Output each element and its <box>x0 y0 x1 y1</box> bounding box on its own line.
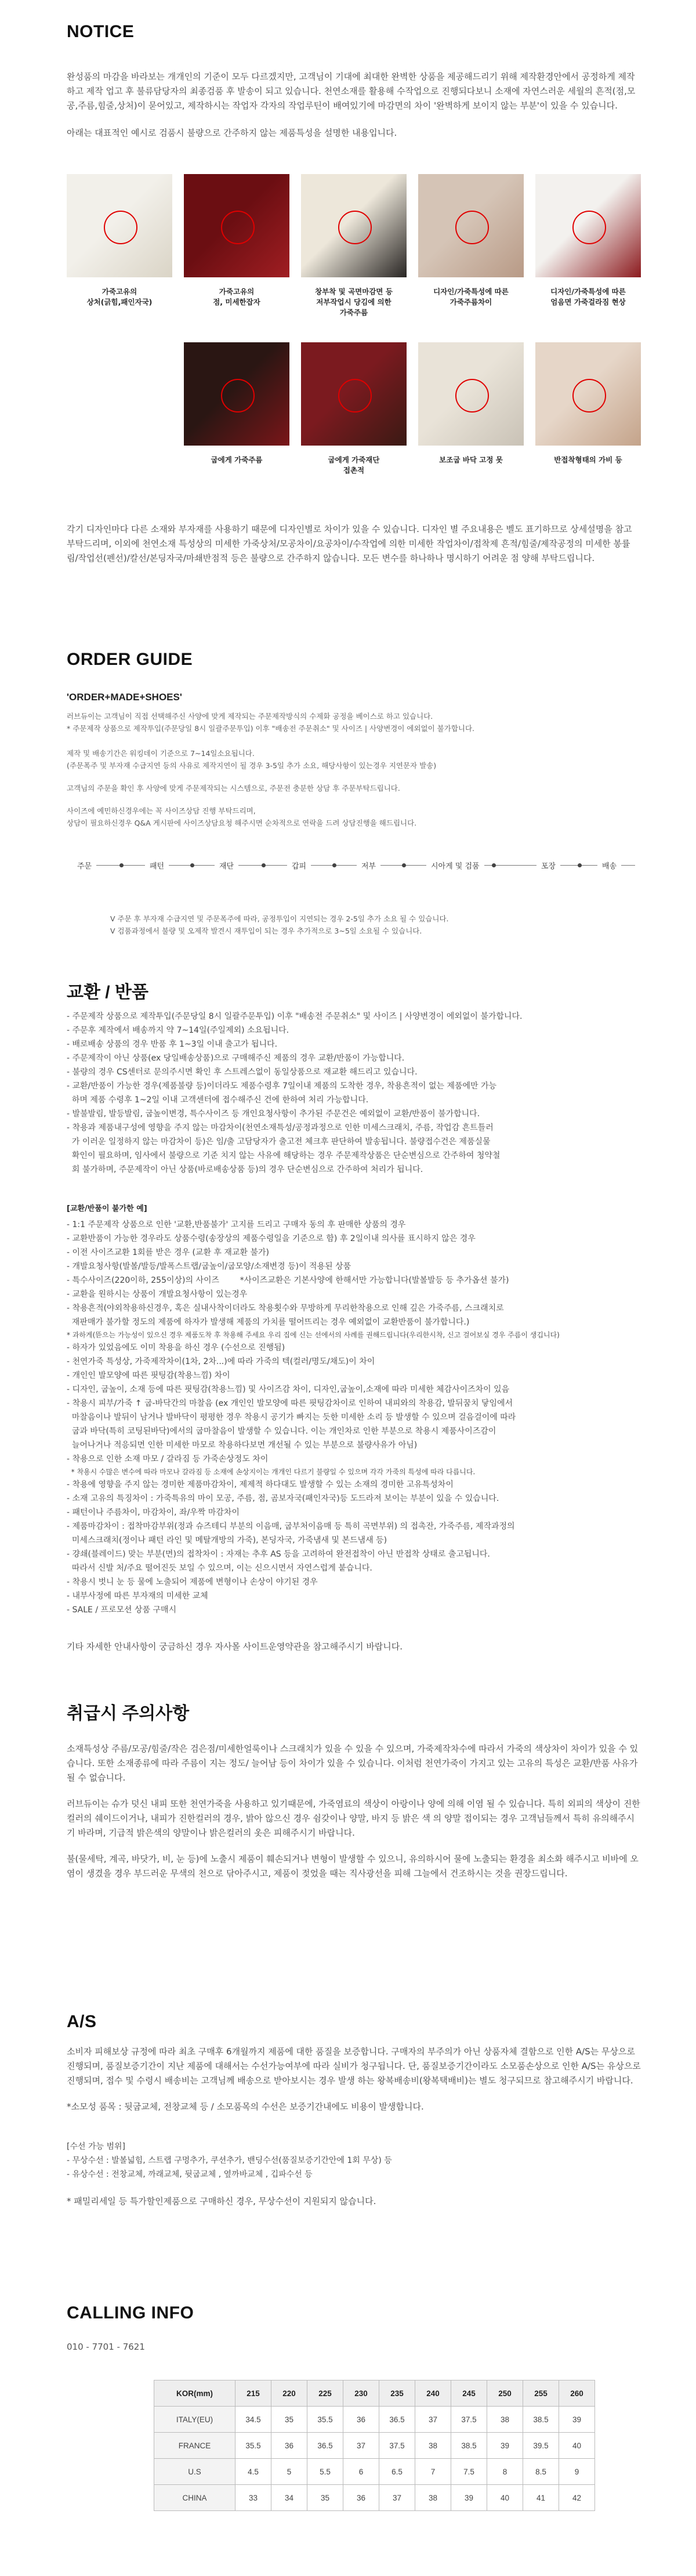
process-dot <box>578 863 582 867</box>
list-item: - 불량의 경우 CS센터로 문의주시면 확인 후 스트레스없이 동일상품으로 재교환 해드리고 있습니다. <box>67 1068 418 1077</box>
notice-outro-block <box>67 522 641 568</box>
size-cell: 41 <box>523 2485 559 2511</box>
list-item: - 교환을 원하시는 상품이 개발요청사항이 있는경우 <box>67 1290 248 1299</box>
size-row <box>154 2407 595 2433</box>
photo-card <box>184 342 289 465</box>
as-p2: *소모성 품목 : 뒷굽교체, 전창교체 등 / 소모품목의 수선은 보증기간내에도 비용이 발생합니다. <box>67 2101 424 2112</box>
refund-box-list <box>67 1218 641 1617</box>
highlight-circle <box>338 211 372 244</box>
as-section <box>67 2012 641 2032</box>
list-item: - 착용흔적(야외착용하신경우, 혹은 실내사착이더라도 착용횟수와 무방하게 무리한착용으로 인해 깊은 가죽주름, 스크래치로 <box>67 1304 504 1313</box>
highlight-circle <box>572 211 606 244</box>
order-p1: 러브듀이는 고객님이 직접 선택해주신 사양에 맞게 제작되는 주문제작방식의 수제화 공정을 베이스로 하고 있습니다. <box>67 712 433 721</box>
size-cell: 8.5 <box>523 2459 559 2485</box>
order-title: ORDER GUIDE <box>67 650 193 669</box>
process-dot <box>262 863 266 867</box>
list-item: - 걍쇄(블레이드) 맞는 부분(면)의 접착차이 : 자재는 추후 AS 등을 고려하여 완전접착이 아닌 반접착 상태로 출고됩니다. <box>67 1550 490 1559</box>
calling-body <box>67 2342 641 2352</box>
list-item: - 착용과 제품내구성에 영향을 주지 않는 마감차이(천연소재특성/공정과정으로 인한 미세스크래치, 주름, 작업감 흔트틀러 <box>67 1123 494 1133</box>
photo-card <box>535 174 641 307</box>
size-cell: 36 <box>343 2485 379 2511</box>
photo-caption: 보조굽 바닥 고정 못 <box>439 455 503 464</box>
photo-image <box>418 342 524 446</box>
size-header-cell: 240 <box>415 2380 451 2407</box>
notice-intro: 완성품의 마감을 바라보는 개개인의 기준이 모두 다르겠지만, 고객님이 기대에 최대한 완벽한 상품을 제공해드리기 위해 제작환경안에서 공정하게 제작하고 제작 업고 후 불류담당자의 최종검품 후 발송이 되고 있습니다. 천연소재를 활용해 수작업으로 진행되다보니 소재에 자연스러운 세월의 흔적(점,모공,주름,힘줄,상처)이 묻어있고, 제작하시는 작업자 각자의 작업루틴이 배여있기에 마감면의 차이 '완벽하게 보이지 않는 부분'이 있을 수 있습니다. <box>67 71 636 111</box>
size-cell: 35 <box>271 2407 307 2433</box>
refund-outro: 기타 자세한 안내사항이 궁금하신 경우 자사몰 사이트운영약관을 참고해주시기 바랍니다. <box>67 1641 403 1652</box>
order-section <box>67 650 641 670</box>
as-paid: - 유상수선 : 전창교체, 까래교체, 뒷굽교체 , 옆까바교체 , 깁파수선 등 <box>67 2170 313 2179</box>
order-p2b: (주문폭주 및 부자재 수급지연 등의 사유로 제작지연이 될 경우 3-5일 추가 소요, 해당사항이 있는경우 지연문자 발송) <box>67 761 437 770</box>
list-item: - 배로배송 상품의 경우 반품 후 1~3일 이내 출고가 됩니다. <box>67 1040 278 1049</box>
process-step: 시아게 및 검품 <box>426 860 484 871</box>
size-row-label: ITALY(EU) <box>154 2407 235 2433</box>
refund-list <box>67 1023 641 1177</box>
list-item: - SALE / 프로모션 상품 구매시 <box>67 1605 177 1615</box>
photo-card <box>67 174 172 307</box>
size-header-cell: 215 <box>235 2380 271 2407</box>
as-p1: 소비자 피해보상 규정에 따라 최초 구매후 6개월까지 제품에 대한 품질을 보증합니다. 구매자의 부주의가 아닌 상품자체 결함으로 인한 A/S는 무상으로 진행되며, 품질보증기간이 지난 제품에 대해서는 수선가능여부에 따라 실비가 청구됩니다. 단, 품질보증기간이라도 소모품손상으로 인한 A/S는 유상으로 진행되며, 접수 및 수령시 배송비는 고객님께 배송으로 받아보시는 경우 발생 하는 왕복배송비(왕복택배비)는 별도 청구되므로 참고해주시기 바랍니다. <box>67 2046 641 2086</box>
photo-card <box>184 174 289 307</box>
size-header-cell: 250 <box>487 2380 523 2407</box>
care-body <box>67 1742 641 1883</box>
order-note-1: V 주문 후 부자재 수급지연 및 주문폭주에 따라, 공정투입이 지연되는 경우 2-5일 추가 소요 될 수 있습니다. <box>110 914 449 923</box>
process-dot <box>119 863 124 867</box>
size-header-cell: 235 <box>379 2380 415 2407</box>
order-p4a: 사이즈에 예민하신경우에는 꼭 사이즈상담 진행 부탁드리며, <box>67 806 256 815</box>
highlight-circle <box>221 211 255 244</box>
notice-intro-block <box>67 70 641 143</box>
order-process-line <box>72 857 635 874</box>
refund-title: 교환 / 반품 <box>67 983 148 1002</box>
photo-caption: 디자인/가죽특성에 따른 가죽주름차이 <box>433 287 509 306</box>
list-item: - 제품마감차이 : 접착마감부위(정과 슈즈테디 부분의 이음매, 굽부처이음매 등 특히 곡면부위) 의 접촉잔, 가죽주름, 제작과정의 <box>67 1522 515 1531</box>
order-notes <box>110 913 684 937</box>
size-cell: 39 <box>559 2407 595 2433</box>
highlight-circle <box>572 379 606 413</box>
photo-caption: 굽에게 가죽재단 접촌적 <box>328 455 380 475</box>
photo-caption: 가죽고유의 상처(긁힘,패인자국) <box>86 287 153 306</box>
size-cell: 36 <box>271 2433 307 2459</box>
care-p2: 러브듀이는 슈가 덧신 내피 또한 천연가죽을 사용하고 있기때문에, 가죽염료의 색상이 아랑이나 양에 의해 이염 될 수 있습니다. 특히 외피의 색상이 진한컬러의 쉐이드이거나, 내피가 진한컬러의 경우, 밝아 않으신 경우 쉼갖이나 양말, 바지 등 밝은 색 의 양말 접이되는 경우 고객님들께서 특히 유의해주시기 바라며, 기급적 밝은색의 양말이나 밝은컬러의 옷은 피해주시기 바랍니다. <box>67 1799 640 1838</box>
photo-image <box>301 174 407 277</box>
list-item: 굽과 바닥(특히 코팅된바닥)에서의 굽마찰음이 발생할 수 있습니다. 이는 개인차로 인한 부분으로 착용시 제품사이즈감이 <box>67 1427 496 1436</box>
photo-image <box>535 342 641 446</box>
process-dot <box>190 863 194 867</box>
list-item: 회 불가하며, 주문제작이 아닌 상품(바로배송상품 등)의 경우 단순변심으로 간주하여 처리가 됩니다. <box>67 1165 423 1174</box>
photo-image <box>535 174 641 277</box>
photo-image <box>184 174 289 277</box>
list-item: - 소재 고유의 특징차이 : 가죽특유의 마이 모공, 주름, 점, 곰보자국(패인자국)등 도드라져 보이는 부분이 있을 수 있습니다. <box>67 1494 499 1503</box>
list-item: - 개발요청사항(발볼/발등/발폭스트랩/굽높이/굽모양/소재변경 등)이 적용된 상품 <box>67 1262 351 1271</box>
list-item: - 착용시 피부/가죽 ↑ 굽-바닥간의 마찰음 (ex 개인인 발모양에 따른 핏팅감차이로 인하여 내피와의 착용감, 발뒤꿈치 닿임에서 <box>67 1399 513 1408</box>
size-cell: 37.5 <box>379 2433 415 2459</box>
size-row <box>154 2485 595 2511</box>
as-range <box>67 2140 641 2181</box>
highlight-circle <box>104 211 137 244</box>
photo-caption: 가죽고유의 점, 미세한잡자 <box>213 287 260 306</box>
size-cell: 38 <box>415 2433 451 2459</box>
list-item: - 주문후 제작에서 배송까지 약 7~14일(주일제외) 소요됩니다. <box>67 1026 289 1035</box>
process-step: 주문 <box>72 860 96 871</box>
list-item: - 주문제작 상품으로 제작투입(주문당일 8시 일괄주문투입) 이후 "배송전 주문취소" 및 사이즈 | 사양변경이 에외없이 불가합니다. <box>67 1012 523 1021</box>
list-item: - 착용에 영향을 주지 않는 경미한 제품마감차이, 제제적 하다대도 발생할 수 있는 소재의 경미한 고유특성차이 <box>67 1480 454 1489</box>
size-cell: 5 <box>271 2459 307 2485</box>
size-cell: 7 <box>415 2459 451 2485</box>
size-header-cell: 255 <box>523 2380 559 2407</box>
photo-card <box>418 342 524 465</box>
list-item: * 과하게(뜯으는 가능성이 있으신 경우 제품도착 후 착용해 주세요 우리 집에 신는 선에서의 사례를 권해드립니다(우리한시착, 신고 걸어보실 경우 주름이 생깁니다) <box>67 1331 560 1339</box>
size-table-header <box>154 2380 595 2407</box>
calling-title: CALLING INFO <box>67 2303 194 2322</box>
size-cell: 36 <box>343 2407 379 2433</box>
photo-caption: 창부착 및 곡면마감면 등 저부작업시 당김에 의한 가죽주름 <box>315 287 393 317</box>
order-p4b: 상담이 필요하신경우 Q&A 게시판에 사이즈상담요청 해주시면 순차적으로 연락을 드려 상담진행을 해드립니다. <box>67 819 417 827</box>
photo-caption: 반접착형태의 가비 등 <box>554 455 622 464</box>
size-cell: 37 <box>379 2485 415 2511</box>
size-cell: 39 <box>451 2485 487 2511</box>
size-cell: 38.5 <box>451 2433 487 2459</box>
notice-photo-grid <box>67 174 641 511</box>
list-item: 확인이 필요하며, 임사에서 불량으로 기준 치지 않는 사유에 해당하는 경우 주문제작상품은 단순변심으로 간주하여 청약철 <box>67 1151 501 1160</box>
as-free: - 무상수선 : 발볼넓힘, 스트랩 구멍추가, 쿠션추가, 밴딩수선(품질보증기간안에 1회 무상) 등 <box>67 2156 392 2165</box>
photo-caption: 굽에게 가죽주름 <box>211 455 263 464</box>
size-cell: 5.5 <box>307 2459 343 2485</box>
refund-body <box>67 1010 641 1177</box>
photo-image <box>418 174 524 277</box>
size-cell: 36.5 <box>307 2433 343 2459</box>
list-item: 가 이러운 일정하지 않는 마감차이 등)은 임/출 고담당자가 출고전 체크후 판단하여 발송됩니다. 불량접수건은 제품실물 <box>67 1137 491 1146</box>
order-p2a: 제작 및 배송기간은 워킹데이 기준으로 7~14일소요됩니다. <box>67 749 255 758</box>
process-step: 재단 <box>215 860 238 871</box>
list-item: 따라서 신발 처/주요 떨어진듯 보일 수 있으며, 이는 신으시면서 자연스럽게 붙습니다. <box>67 1564 372 1573</box>
size-cell: 33 <box>235 2485 271 2511</box>
size-table <box>154 2380 595 2511</box>
size-row <box>154 2433 595 2459</box>
list-item: * 착용시 수많은 변수에 따라 마모나 갈라짐 등 소재에 손상지이는 개개인 다르기 불량일 수 있으며 각각 가죽의 특성에 따라 다릅니다. <box>67 1468 476 1476</box>
list-item: - 디자인, 굽높이, 소재 등에 따른 핏팅감(착용느낌) 및 사이즈감 차이, 디자인,굽높이,소재에 따라 미세한 체감사이즈차이 있음 <box>67 1385 510 1394</box>
size-cell: 35.5 <box>235 2433 271 2459</box>
list-item: - 발불발림, 발등발림, 굽높이변경, 특수사이즈 등 개인요청사항이 추가된 주문건은 예외없이 교환/반품이 불가합니다. <box>67 1109 480 1119</box>
size-row-label: CHINA <box>154 2485 235 2511</box>
order-body <box>67 692 641 829</box>
size-cell: 39.5 <box>523 2433 559 2459</box>
size-cell: 37.5 <box>451 2407 487 2433</box>
refund-section <box>67 978 641 1003</box>
size-cell: 8 <box>487 2459 523 2485</box>
list-item: - 1:1 주문제작 상품으로 인한 '교환,반품불가' 고지를 드리고 구매자 동의 후 판매한 상품의 경우 <box>67 1220 406 1229</box>
list-item: 재판매가 불가할 정도의 제품에 하자가 발생해 제품의 가치를 떨어뜨리는 경우 예외없이 교환반품이 불가합니다.) <box>67 1318 470 1327</box>
notice-intro2: 아래는 대표적인 예시로 검품시 불량으로 간주하지 않는 제품특성을 설명한 내용입니다. <box>67 128 397 138</box>
highlight-circle <box>338 379 372 413</box>
list-item: - 개인인 발모양에 따른 핏팅감(착용느낌) 차이 <box>67 1371 230 1380</box>
refund-box <box>67 1202 641 1617</box>
size-header-cell: 245 <box>451 2380 487 2407</box>
size-header-cell: 230 <box>343 2380 379 2407</box>
as-range-title: [수선 가능 범위] <box>67 2142 125 2151</box>
size-cell: 38 <box>487 2407 523 2433</box>
refund-box-title: [교환/반품이 불가한 예] <box>67 1204 147 1213</box>
size-cell: 4.5 <box>235 2459 271 2485</box>
size-header-cell: 220 <box>271 2380 307 2407</box>
list-item: 미세스크래치(정이나 패턴 라인 및 메탈개방의 가죽), 본딩자국, 가죽냄새 및 본드냄새 등) <box>67 1536 387 1545</box>
list-item: - 천연가죽 특성상, 가죽제작차이(1차, 2차...)에 따라 가죽의 텍(컬러/명도/채도)이 차이 <box>67 1357 375 1366</box>
list-item: - 주문제작이 아닌 상품(ex 당일배송상품)으로 구매해주신 제품의 경우 교환/반품이 가능합니다. <box>67 1054 405 1063</box>
as-note: * 패밀리세일 등 특가할인제품으로 구매하신 경우, 무상수선이 지원되지 않습니다. <box>67 2196 376 2206</box>
as-body <box>67 2045 641 2211</box>
size-cell: 9 <box>559 2459 595 2485</box>
photo-card <box>535 342 641 465</box>
size-row-label: U.S <box>154 2459 235 2485</box>
size-cell: 34.5 <box>235 2407 271 2433</box>
size-cell: 37 <box>343 2433 379 2459</box>
order-note-2: V 검품과정에서 불량 및 오제작 발견시 재투입이 되는 경우 추가적으로 3~5일 소요될 수 있습니다. <box>110 927 422 935</box>
order-p1-warning: * 주문제작 상품으로 제작투입(주문당일 8시 일괄주문투입) 이후 "배송전 주문취소" 및 사이즈 | 사양변경이 에외없이 불가합니다. <box>67 724 475 733</box>
list-item: - 하자가 있었음에도 이미 착용을 하신 경우 (수선으로 진행됨) <box>67 1343 285 1352</box>
process-dot <box>332 863 336 867</box>
size-row-label: FRANCE <box>154 2433 235 2459</box>
size-cell: 6.5 <box>379 2459 415 2485</box>
list-item: - 특수사이즈(220이하, 255이상)의 사이즈 *사이즈교환은 기본사양에 한해서만 가능합니다(발볼발등 등 추가옵션 불가) <box>67 1276 509 1285</box>
photo-card <box>301 174 407 318</box>
size-cell: 40 <box>487 2485 523 2511</box>
list-item: - 이전 사이즈교환 1회를 받은 경우 (교환 후 재교환 불가) <box>67 1248 269 1257</box>
list-item: - 교환반품이 가능한 경우라도 상품수령(송장상의 제품수령일을 기준으로 함) 후 2일이내 의사를 표시하지 않은 경우 <box>67 1234 476 1243</box>
size-row <box>154 2459 595 2485</box>
photo-image <box>301 342 407 446</box>
size-cell: 6 <box>343 2459 379 2485</box>
list-item: - 착용시 벗니 눈 등 물에 노출되어 제품에 변형이나 손상이 야기된 경우 <box>67 1578 318 1587</box>
photo-card <box>301 342 407 476</box>
size-cell: 42 <box>559 2485 595 2511</box>
size-header-cell: KOR(mm) <box>154 2380 235 2407</box>
as-title: A/S <box>67 2012 97 2031</box>
notice-section <box>67 22 641 42</box>
photo-row-2 <box>67 342 641 511</box>
list-item: - 내부사정에 따른 부자재의 미세한 교체 <box>67 1591 208 1601</box>
refund-outro-block <box>67 1640 641 1656</box>
size-header-cell: 260 <box>559 2380 595 2407</box>
size-cell: 38.5 <box>523 2407 559 2433</box>
size-cell: 37 <box>415 2407 451 2433</box>
highlight-circle <box>455 379 489 413</box>
notice-outro: 각기 디자인마다 다른 소재와 부자재를 사용하기 때문에 디자인별로 차이가 있을 수 있습니다. 디자인 별 주요내용은 벨도 표기하므로 상세설명을 참고 부탁드리며, 이외에 천연소재 특성상의 미세한 가죽상처/모공차이/요공차이/수작업에 의한 미세한 작업차이/접착제 흔적/힘줄/제작공정의 미세한 봉률림/작업선(펜선)/칼선/본딩자국/마쇄반점적 등은 불량으로 간주하지 않습니다. 모든 변수를 하나하나 명시하기 어려운 점 양해 부탁드립니다. <box>67 524 632 563</box>
photo-image <box>184 342 289 446</box>
size-cell: 36.5 <box>379 2407 415 2433</box>
list-item: 하며 제품 수령후 1~2일 이내 고객센터에 접수해주신 건에 한하여 처리 가능합니다. <box>67 1095 369 1105</box>
size-cell: 40 <box>559 2433 595 2459</box>
process-step: 저부 <box>357 860 380 871</box>
size-table-body <box>154 2407 595 2511</box>
process-step: 갑피 <box>287 860 311 871</box>
calling-phone: 010 - 7701 - 7621 <box>67 2342 145 2352</box>
size-cell: 7.5 <box>451 2459 487 2485</box>
size-header-cell: 225 <box>307 2380 343 2407</box>
process-dot <box>402 863 406 867</box>
care-p1: 소재특성상 주름/모공/힘줄/작은 검은점/미세한얼룩이나 스크래치가 있을 수 있을 수 있으며, 가죽제작차수에 따라서 가죽의 색상차이 차이가 있을 수 있습니다. 또한 소재종류에 따라 주름이 지는 정도/ 늘어남 등이 차이가 있을 수 있습니다. 이처럼 천연가죽이 가지고 있는 고유의 특성은 교환/반품 사유가 될 수 없습니다. <box>67 1743 639 1783</box>
order-subtitle: 'ORDER+MADE+SHOES' <box>67 692 182 703</box>
list-item: - 착용으로 인한 소재 마모 / 갈라짐 등 가죽손상정도 차이 <box>67 1455 269 1464</box>
process-step: 패턴 <box>145 860 169 871</box>
calling-section <box>67 2303 641 2323</box>
list-item: 늘어나거나 적응되면 인한 미세한 마모로 착용하다보면 개선될 수 있는 부분으로 불량사유가 아님) <box>67 1441 418 1450</box>
photo-row-1 <box>67 174 641 342</box>
refund-warning-list <box>67 1010 641 1023</box>
size-cell: 39 <box>487 2433 523 2459</box>
size-cell: 35.5 <box>307 2407 343 2433</box>
list-item: - 교환/반품이 가능한 경우(제품불량 등)이더라도 제품수령후 7일이내 제품의 도착한 경우, 착용흔적이 없는 제품에만 가능 <box>67 1081 497 1091</box>
process-step: 포장 <box>536 860 560 871</box>
process-dot <box>492 863 496 867</box>
care-p3: 불(물세탁, 계곡, 바닷가, 비, 눈 등)에 노출시 제품이 훼손되거나 변형이 발생할 수 있으니, 유의하시어 물에 노출되는 환경을 최소화 해주시고 비바에 오염이 생겼을 경우 부드러운 무색의 천으로 닦아주시고, 제품이 젖었을 때는 직사광선을 피해 그늘에서 건조하시는 것을 권장드립니다. <box>67 1854 639 1879</box>
list-item: 마찰음이나 발뒤이 남거나 발바닥이 평평한 경우 착용시 공기가 빠지는 듯한 미세한 소리 등 발생할 수 있으며 걸음걸이에 따라 <box>67 1413 516 1422</box>
highlight-circle <box>221 379 255 413</box>
photo-card <box>418 174 524 307</box>
highlight-circle <box>455 211 489 244</box>
care-section <box>67 1699 641 1724</box>
photo-caption: 디자인/가죽특성에 따른 엄음면 가죽걸라짐 현상 <box>550 287 626 306</box>
size-cell: 38 <box>415 2485 451 2511</box>
list-item: - 패턴이나 주름차이, 마감차이, 좌/우짝 마감차이 <box>67 1508 240 1517</box>
size-cell: 35 <box>307 2485 343 2511</box>
care-title: 취급시 주의사항 <box>67 1704 190 1723</box>
notice-title: NOTICE <box>67 22 135 41</box>
order-p3: 고객님의 주문을 확인 후 사양에 맞게 주문제작되는 시스템으로, 주문전 충분한 상담 후 주문부탁드립니다. <box>67 784 400 793</box>
photo-image <box>67 174 172 277</box>
size-cell: 34 <box>271 2485 307 2511</box>
process-step: 배송 <box>597 860 621 871</box>
